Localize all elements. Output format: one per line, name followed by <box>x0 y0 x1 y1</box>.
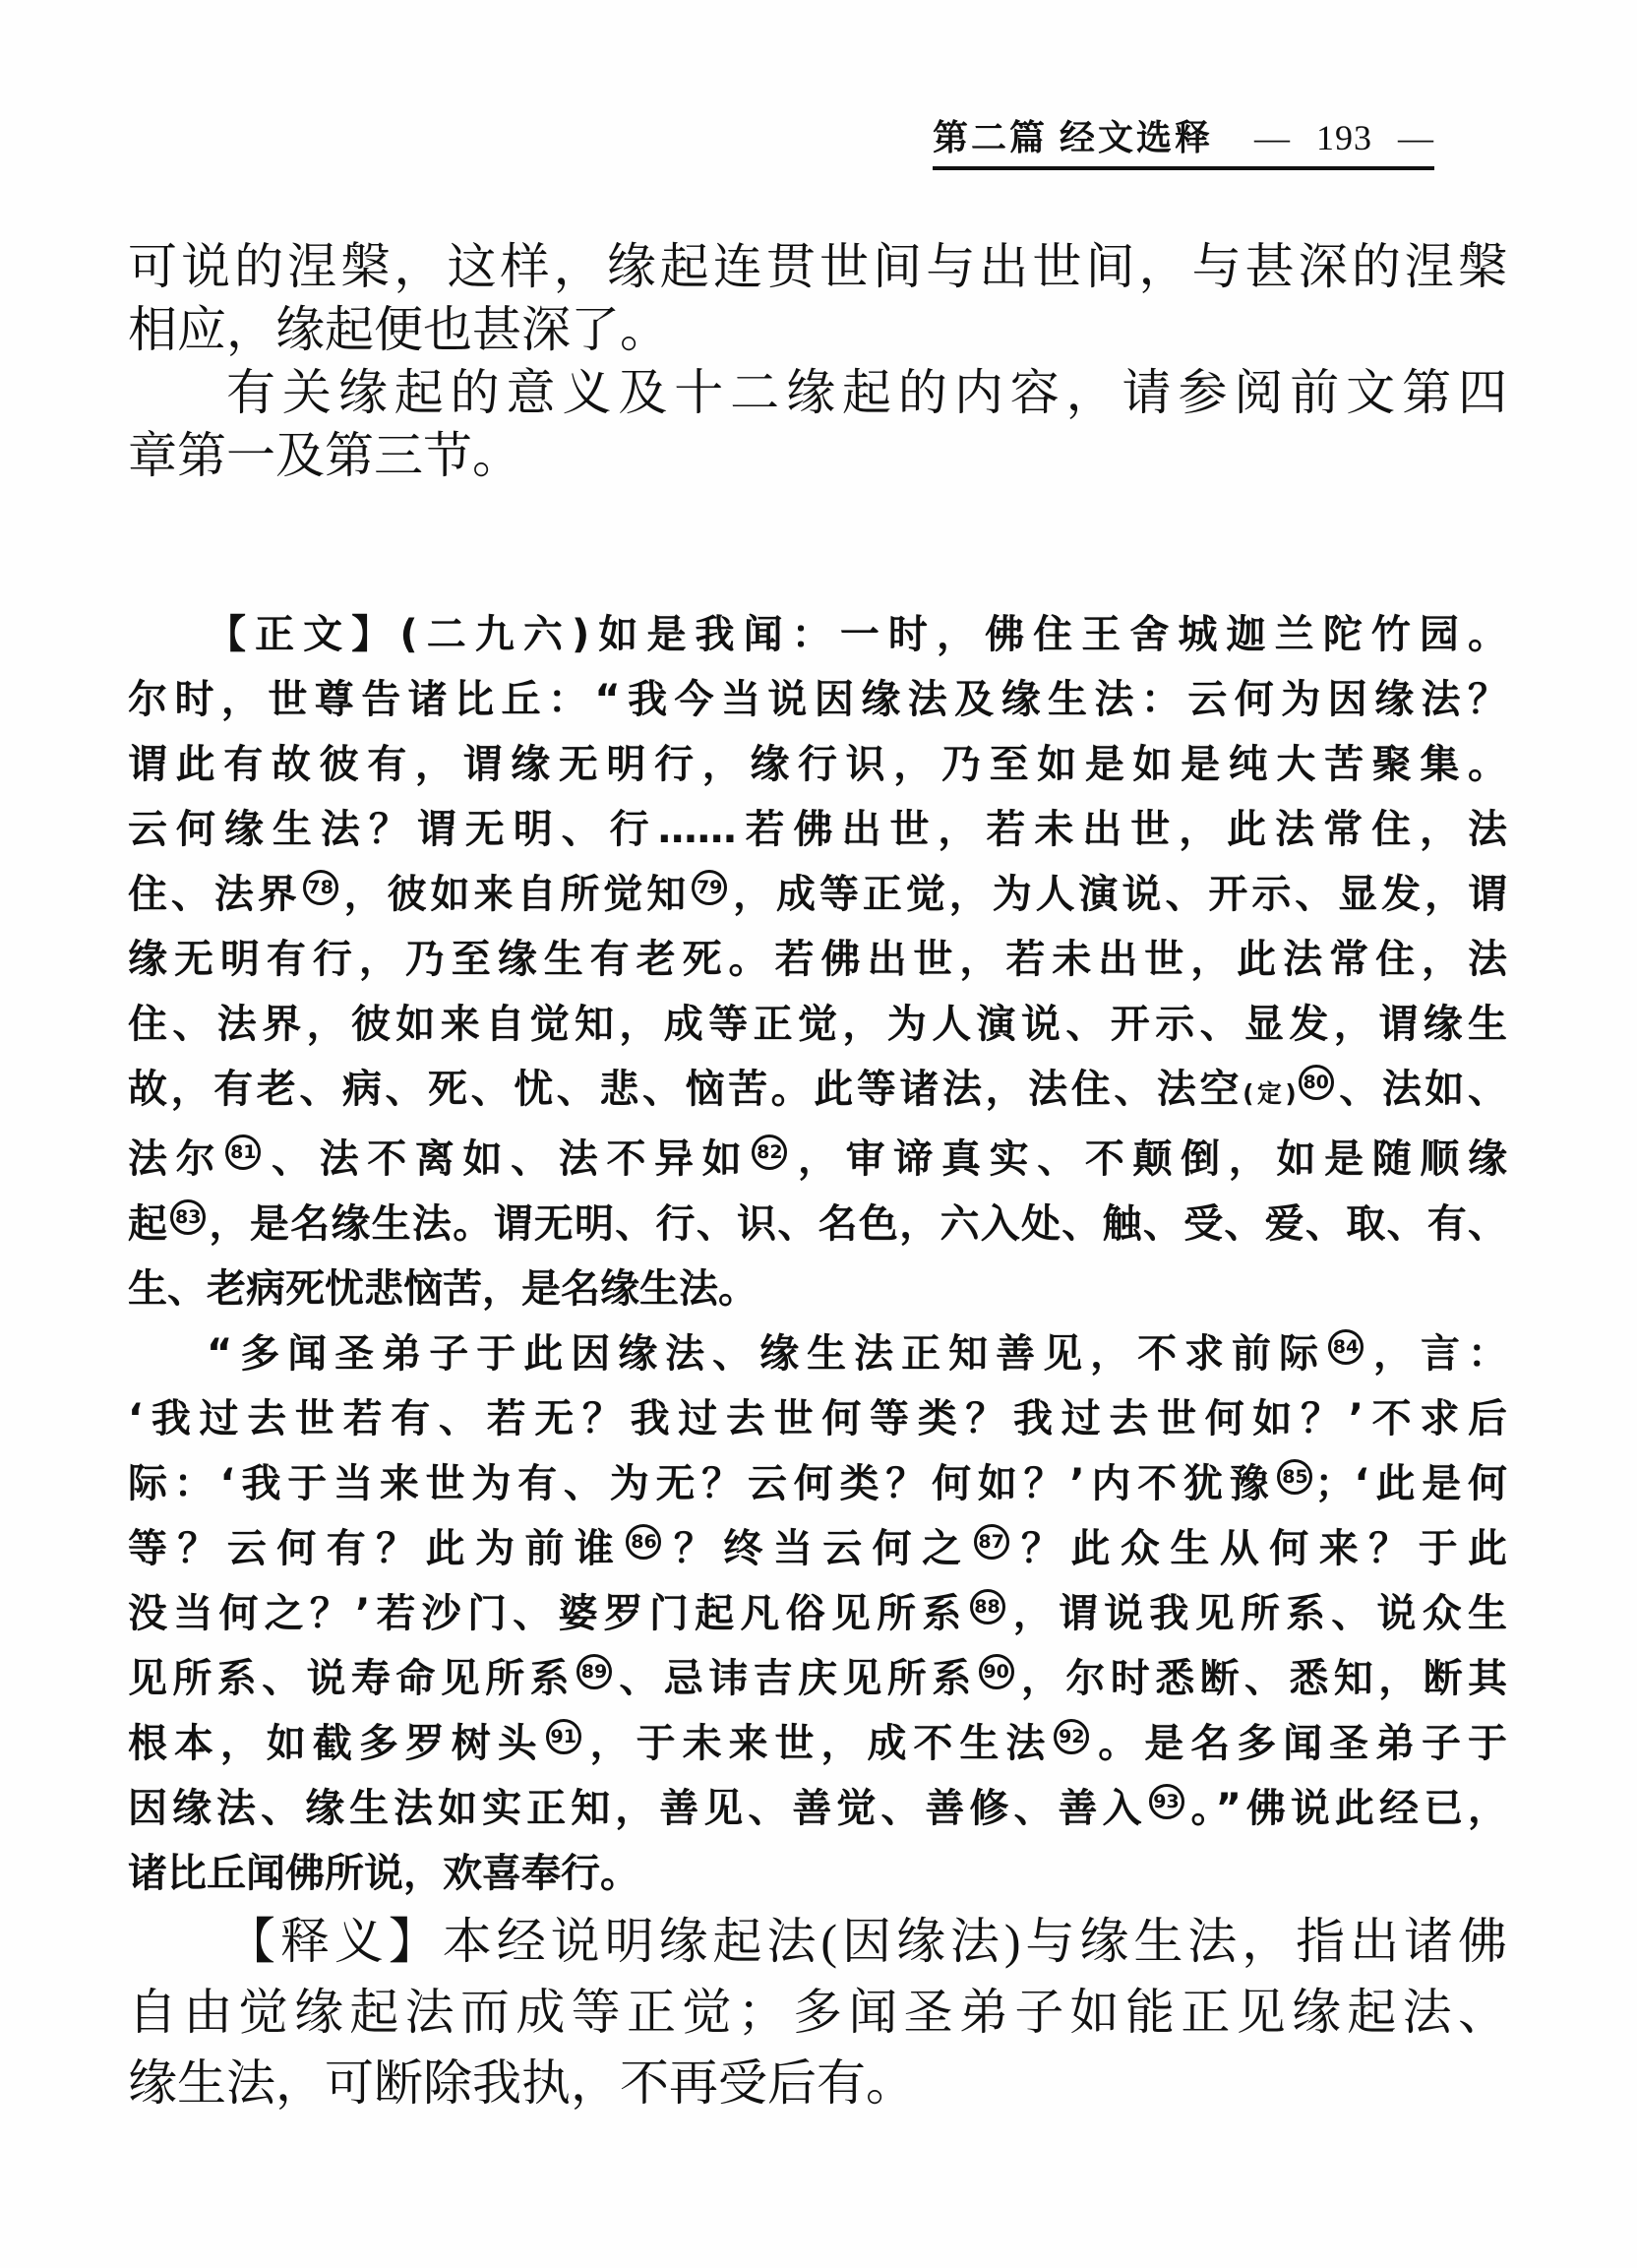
page-body <box>128 235 1507 2118</box>
text-line: ‘我过去世若有、若无？我过去世何等类？我过去世何如？’不求后 <box>128 1396 1507 1441</box>
text-line: 可说的涅槃，这样，缘起连贯世间与出世间，与甚深的涅槃 <box>128 239 1507 294</box>
footnote-ref-84: 84 <box>1328 1329 1364 1365</box>
paragraph-intro-continuation <box>128 235 1507 361</box>
paragraph-scripture-296-part2 <box>128 1321 1507 1906</box>
footnote-ref-78: 78 <box>303 870 338 905</box>
page-number: — 193 — <box>1254 118 1434 157</box>
page-header <box>128 116 1507 170</box>
footnote-ref-91: 91 <box>546 1719 581 1754</box>
footnote-ref-90: 90 <box>979 1654 1014 1689</box>
text-line: 谓此有故彼有，谓缘无明行，缘行识，乃至如是如是纯大苦聚集。 <box>128 742 1507 787</box>
text-line: 相应，缘起便也甚深了。 <box>128 302 669 357</box>
footnote-ref-80: 80 <box>1299 1065 1334 1100</box>
text-line: 见所系、说寿命见所系 89 、忌讳吉庆见所系 90 ，尔时悉断、悉知，断其 <box>128 1656 1508 1701</box>
section-title: 第二篇 经文选释 <box>932 118 1213 157</box>
text-line: 【释义】本经说明缘起法(因缘法)与缘生法，指出诸佛 <box>226 1914 1507 1969</box>
text-line: 住、法界 78 ，彼如来自所觉知 79 ，成等正觉，为人演说、开示、显发，谓 <box>128 872 1508 917</box>
footnote-ref-92: 92 <box>1054 1719 1089 1754</box>
text-line: 法尔 81 、法不离如、法不异如 82 ，审谛真实、不颠倒，如是随顺缘 <box>128 1136 1508 1182</box>
running-head <box>933 116 1434 170</box>
paragraph-scripture-296-part1 <box>128 602 1507 1321</box>
footnote-ref-83: 83 <box>170 1199 206 1235</box>
footnote-ref-89: 89 <box>576 1654 612 1689</box>
text-line: 诸比丘闻佛所说，欢喜奉行。 <box>128 1851 639 1896</box>
footnote-ref-81: 81 <box>225 1134 261 1170</box>
text-line: 章第一及第三节。 <box>128 428 521 483</box>
text-line: 没当何之？’若沙门、婆罗门起凡俗见所系 88 ，谓说我见所系、说众生 <box>128 1591 1507 1636</box>
text-line: 有关缘起的意义及十二缘起的内容，请参阅前文第四 <box>226 365 1507 420</box>
paragraph-commentary-shiyi <box>128 1906 1507 2118</box>
paragraph-cross-reference <box>128 361 1507 487</box>
footnote-ref-88: 88 <box>970 1589 1005 1624</box>
text-line: “多闻圣弟子于此因缘法、缘生法正知善见，不求前际 84 ，言： <box>207 1331 1507 1377</box>
text-line: 故，有老、病、死、忧、悲、恼苦。此等诸法，法住、法空(定) 80 、法如、 <box>128 1067 1508 1112</box>
text-line: 际：‘我于当来世为有、为无？云何类？何如？’内不犹豫 85 ；‘此是何 <box>128 1461 1507 1506</box>
text-line: 生、老病死忧悲恼苦，是名缘生法。 <box>128 1266 758 1312</box>
footnote-ref-93: 93 <box>1149 1784 1184 1819</box>
footnote-ref-87: 87 <box>974 1524 1009 1560</box>
text-line: 因缘法、缘生法如实正知，善见、善觉、善修、善入 93 。”佛说此经已， <box>128 1786 1508 1831</box>
footnote-ref-86: 86 <box>626 1524 661 1560</box>
footnote-ref-79: 79 <box>692 870 727 905</box>
text-line: 根本，如截多罗树头 91 ，于未来世，成不生法 92 。是名多闻圣弟子于 <box>128 1721 1508 1766</box>
text-line: 【正文】(二九六)如是我闻：一时，佛住王舍城迦兰陀竹园。 <box>207 612 1507 657</box>
text-line: 起 83 ，是名缘生法。谓无明、行、识、名色，六入处、触、受、爱、取、有、 <box>128 1201 1508 1247</box>
text-line: 缘生法，可断除我执，不再受后有。 <box>128 2055 915 2111</box>
text-line: 云何缘生法？谓无明、行……若佛出世，若未出世，此法常住，法 <box>128 807 1507 852</box>
text-line: 等？云何有？此为前谁 86 ？终当云何之 87 ？此众生从何来？于此 <box>128 1526 1508 1571</box>
footnote-ref-85: 85 <box>1277 1459 1312 1495</box>
inline-note: (定) <box>1243 1079 1297 1108</box>
text-line: 尔时，世尊告诸比丘：“我今当说因缘法及缘生法：云何为因缘法？ <box>128 677 1507 722</box>
text-line: 缘无明有行，乃至缘生有老死。若佛出世，若未出世，此法常住，法 <box>128 937 1507 982</box>
text-line: 住、法界，彼如来自觉知，成等正觉，为人演说、开示、显发，谓缘生 <box>128 1002 1507 1047</box>
text-line: 自由觉缘起法而成等正觉；多闻圣弟子如能正见缘起法、 <box>128 1985 1507 2040</box>
footnote-ref-82: 82 <box>752 1134 787 1170</box>
